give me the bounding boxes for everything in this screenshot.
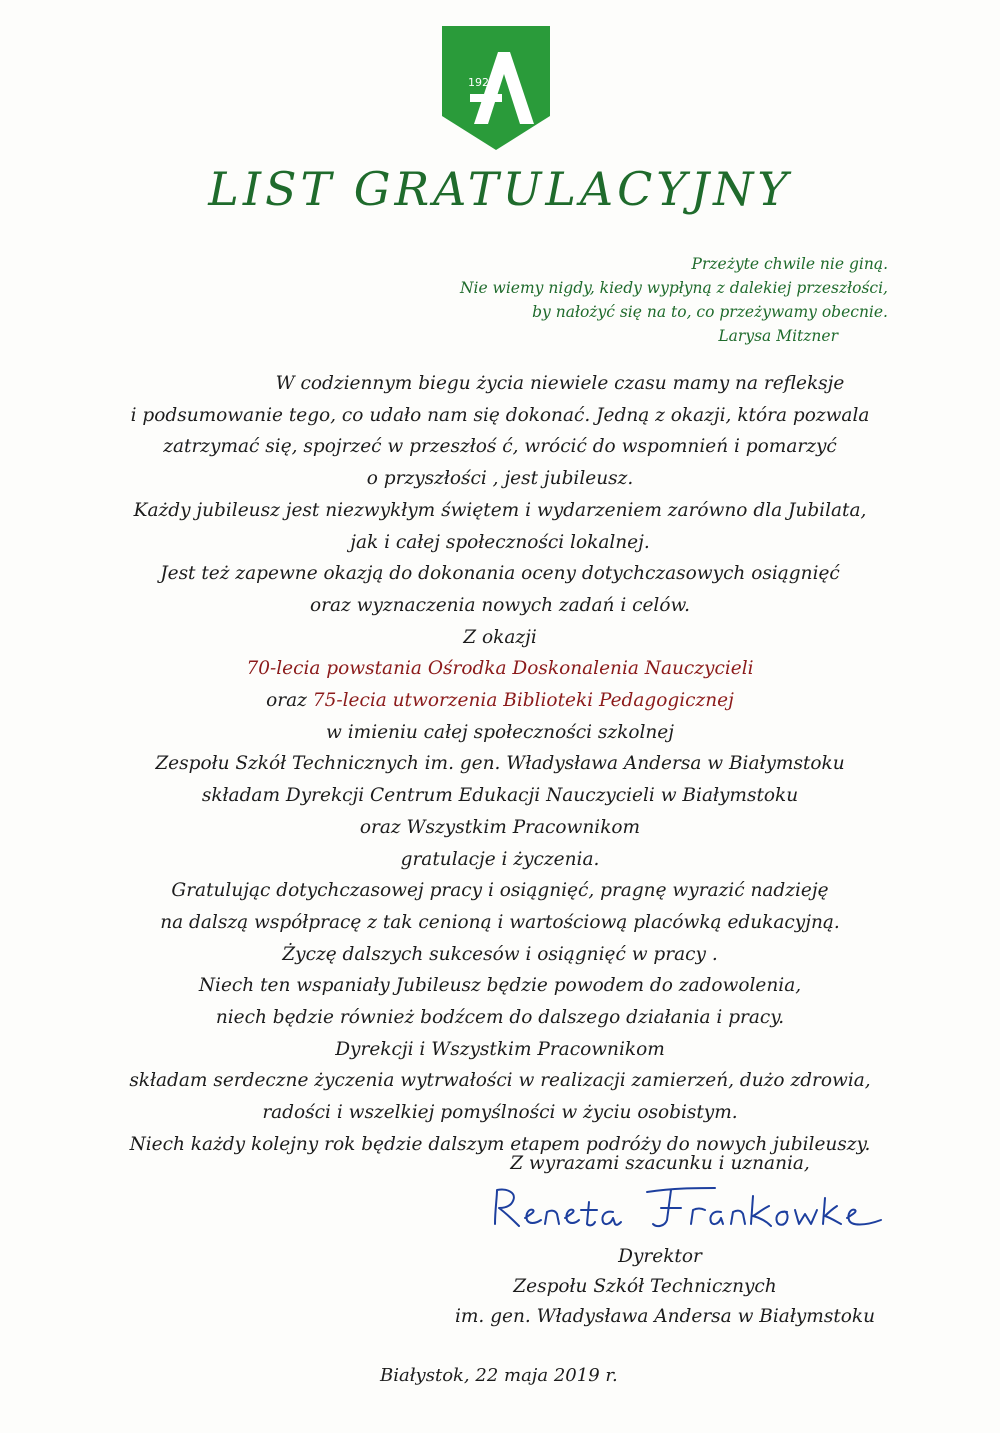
body-line: składam Dyrekcji Centrum Edukacji Nauczycieli w Białymstoku <box>201 785 799 807</box>
logo-year: 1929 <box>468 76 496 89</box>
letter-title: LIST GRATULACYJNY <box>208 162 792 216</box>
closing-text: Z wyrazami szacunku i uznania, <box>510 1153 810 1174</box>
signer-org-line2: im. gen. Władysława Andersa w Białymstoku <box>454 1306 876 1327</box>
body-line: o przyszłości , jest jubileusz. <box>366 468 634 490</box>
body-line: składam serdeczne życzenia wytrwałości w realizacji zamierzeń, dużo zdrowia, <box>129 1070 871 1092</box>
body-line: oraz Wszystkim Pracownikom <box>359 816 641 838</box>
motto-line: Nie wiemy nigdy, kiedy wypłyną z dalekiej przeszłości, <box>459 279 888 297</box>
school-shield-logo-icon <box>440 24 552 152</box>
signer-role: Dyrektor <box>618 1246 702 1267</box>
highlight-prefix: oraz <box>266 690 307 712</box>
closing-phrase <box>420 1149 900 1179</box>
body-line: gratulacje i życzenia. <box>400 848 600 870</box>
highlight-anniversary-odn: 70-lecia powstania Ośrodka Doskonalenia Nauczycieli <box>246 658 754 680</box>
motto-line: by nałożyć się na to, co przeżywamy obecnie. <box>532 303 888 321</box>
body-line: Zespołu Szkół Technicznych im. gen. Władysława Andersa w Białymstoku <box>155 753 845 775</box>
body-line: oraz wyznaczenia nowych zadań i celów. <box>309 594 691 616</box>
body-line: Z okazji <box>463 626 537 648</box>
body-line: na dalszą współpracę z tak cenioną i wartościową placówką edukacyjną. <box>160 911 840 933</box>
body-line: Jest też zapewne okazją do dokonania oceny dotychczasowych osiągnięć <box>160 563 840 585</box>
motto-line: Przeżyte chwile nie giną. <box>691 255 888 273</box>
body-line: Niech ten wspaniały Jubileusz będzie powodem do zadowolenia, <box>198 975 802 997</box>
body-line: zatrzymać się, spojrzeć w przeszłoś ć, wrócić do wspomnień i pomarzyć <box>163 436 837 458</box>
body-line: Niech każdy kolejny rok będzie dalszym etapem podróży do nowych jubileuszy. <box>129 1133 871 1155</box>
body-line: Życzę dalszych sukcesów i osiągnięć w pracy . <box>282 943 718 965</box>
signer-block <box>410 1242 880 1332</box>
body-line: w imieniu całej społeczności szkolnej <box>326 721 674 743</box>
body-line: Każdy jubileusz jest niezwykłym świętem i wydarzeniem zarówno dla Jubilata, <box>133 499 867 521</box>
place-and-date: Białystok, 22 maja 2019 r. <box>380 1365 618 1386</box>
highlight-text: 75-lecia utworzenia Biblioteki Pedagogicznej <box>312 690 734 712</box>
body-line: radości i wszelkiej pomyślności w życiu osobistym. <box>262 1102 738 1124</box>
body-line: niech będzie również bodźcem do dalszego działania i pracy. <box>215 1007 785 1029</box>
highlight-anniversary-library <box>60 685 940 717</box>
signer-org-line1: Zespołu Szkół Technicznych <box>513 1276 777 1297</box>
handwritten-signature <box>485 1180 895 1236</box>
body-line: Dyrekcji i Wszystkim Pracownikom <box>335 1038 665 1060</box>
body-line: i podsumowanie tego, co udało nam się dokonać. Jedną z okazji, która pozwala <box>130 404 870 426</box>
motto-author: Larysa Mitzner <box>718 327 838 345</box>
body-line: Gratulując dotychczasowej pracy i osiągnięć, pragnę wyrazić nadzieję <box>171 880 829 902</box>
body-line: jak i całej społeczności lokalnej. <box>350 531 650 553</box>
motto-quote <box>428 252 888 348</box>
letter-body <box>60 368 940 1161</box>
body-line: W codziennym biegu życia niewiele czasu mamy na refleksje <box>275 373 845 394</box>
